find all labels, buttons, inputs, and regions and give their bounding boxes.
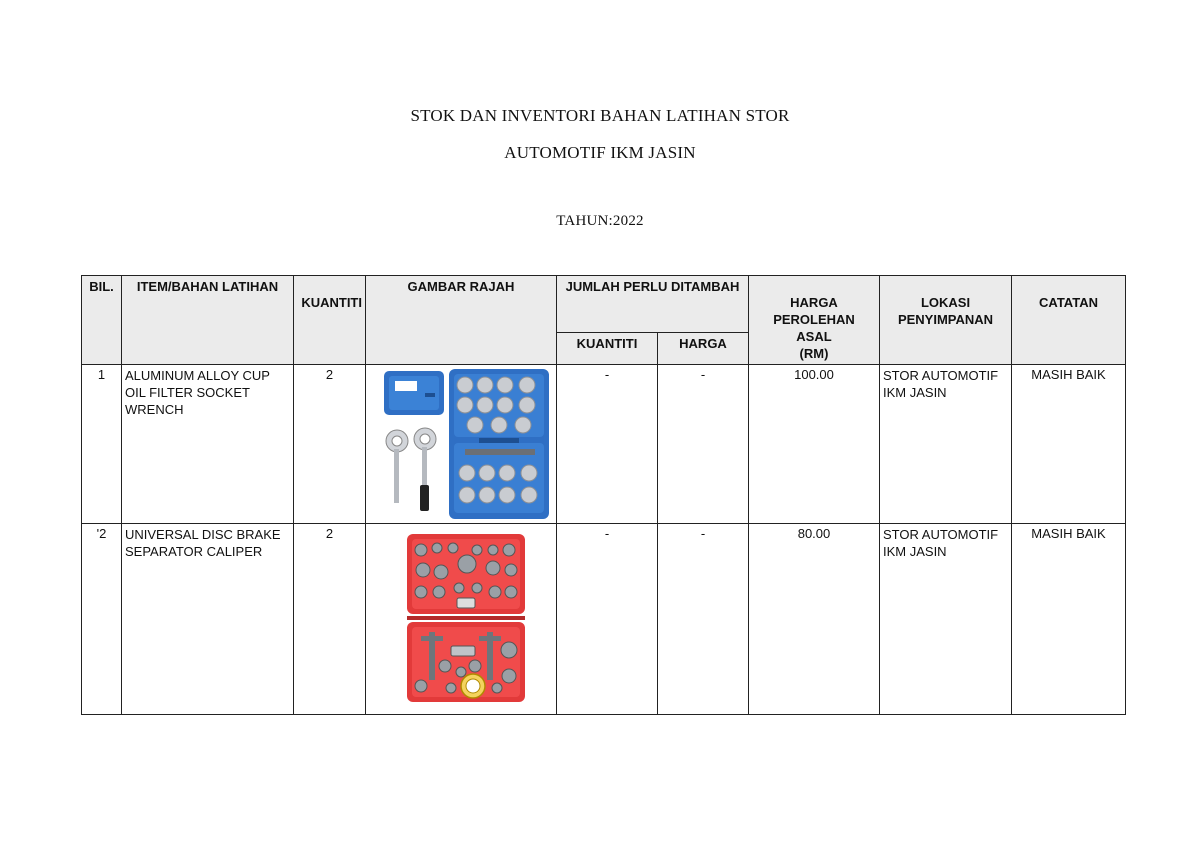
brake-caliper-kit-picture [369,526,557,712]
row-tambah-kuantiti: - [557,524,658,715]
col-header-tambah-harga: HARGA [658,332,749,364]
row-lokasi: STOR AUTOMOTIF IKM JASIN [880,365,1012,524]
oil-filter-wrench-picture [369,367,557,521]
row-kuantiti: 2 [294,524,366,715]
row-tambah-harga: - [658,524,749,715]
document-title-line1: STOK DAN INVENTORI BAHAN LATIHAN STOR [410,106,790,125]
col-header-harga [749,276,880,365]
row-catatan: MASIH BAIK [1012,365,1126,524]
row-harga: 80.00 [749,524,880,715]
row-item: UNIVERSAL DISC BRAKE SEPARATOR CALIPER [122,524,294,715]
col-header-jumlah: JUMLAH PERLU DITAMBAH [557,276,749,333]
row-bil: 1 [82,365,122,524]
row-harga: 100.00 [749,365,880,524]
harga-line1: HARGA [790,295,838,310]
row-lokasi: STOR AUTOMOTIF IKM JASIN [880,524,1012,715]
col-header-gambar: GAMBAR RAJAH [366,276,557,365]
col-header-tambah-kuantiti: KUANTITI [557,332,658,364]
document-title-line2: AUTOMOTIF IKM JASIN [504,143,696,162]
inventory-table [81,275,1126,715]
col-header-kuantiti: KUANTITI [294,276,366,365]
row-bil: '2 [82,524,122,715]
row-item: ALUMINUM ALLOY CUP OIL FILTER SOCKET WRENCH [122,365,294,524]
row-tambah-kuantiti: - [557,365,658,524]
brake-caliper-kit-image [366,524,557,715]
lokasi-line2: PENYIMPANAN [897,312,994,327]
col-header-bil: BIL. [82,276,122,365]
col-header-lokasi [880,276,1012,365]
row-tambah-harga: - [658,365,749,524]
row-kuantiti: 2 [294,365,366,524]
col-header-catatan: CATATAN [1012,276,1126,365]
header-row [82,276,1126,333]
harga-line2: PEROLEHAN [773,312,855,327]
harga-line4: (RM) [799,346,829,361]
table-row [82,365,1126,524]
col-header-item: ITEM/BAHAN LATIHAN [122,276,294,365]
lokasi-line1: LOKASI [920,295,971,310]
table-row [82,524,1126,715]
row-catatan: MASIH BAIK [1012,524,1126,715]
harga-line3: ASAL [796,329,832,344]
oil-filter-wrench-image [366,365,557,524]
year-label: TAHUN:2022 [556,213,644,229]
